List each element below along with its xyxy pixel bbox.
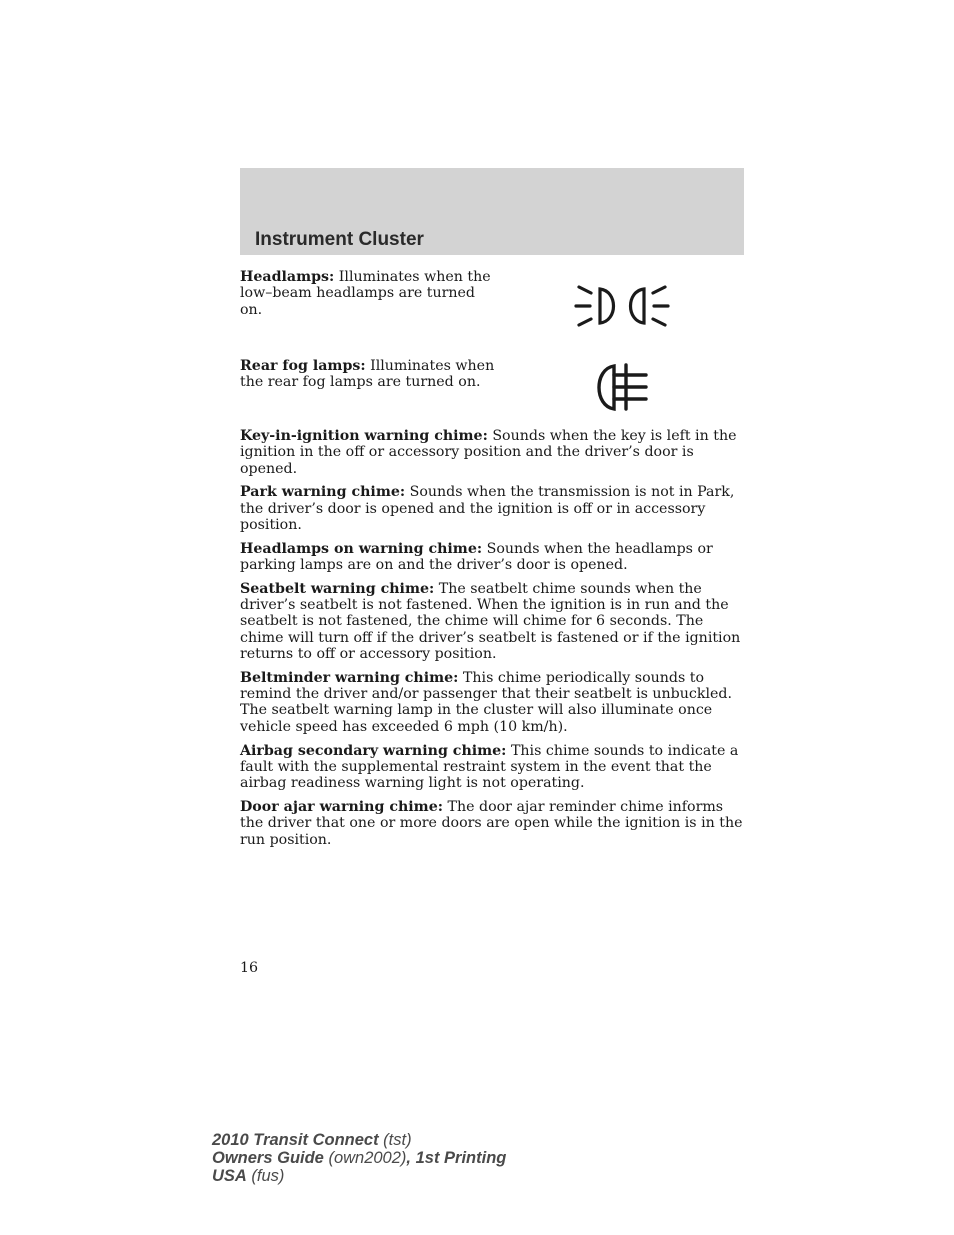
rear-fog-lamps-indicator-description xyxy=(240,358,500,391)
term-label: Park warning chime: xyxy=(240,484,406,501)
term-description: This chime sounds to indicate a fault with the supplemental restraint system in the event that the airbag readiness warning light is not operating. xyxy=(240,742,739,792)
section-header-band xyxy=(240,168,744,255)
footer-line-2 xyxy=(212,1149,506,1167)
section-title: Instrument Cluster xyxy=(255,229,424,250)
document-footer xyxy=(212,1131,506,1185)
footer-model: 2010 Transit Connect xyxy=(212,1131,379,1149)
term-label: Headlamps on warning chime: xyxy=(240,540,483,557)
term-description: Sounds when the headlamps or parking lamps are on and the driver’s door is opened. xyxy=(240,540,713,574)
term-label: Headlamps: xyxy=(240,269,335,285)
term-label: Seatbelt warning chime: xyxy=(240,580,435,597)
paragraph xyxy=(240,358,500,391)
headlamps-indicator-description xyxy=(240,269,500,318)
term-description: The door ajar reminder chime informs the driver that one or more doors are open while the ignition is in the run position. xyxy=(240,798,743,848)
footer-guide: Owners Guide xyxy=(212,1149,324,1167)
footer-guide-code: (own2002) xyxy=(323,1149,407,1167)
chime-list xyxy=(240,428,744,848)
rear-fog-lamp-icon xyxy=(588,361,654,415)
footer-line-1 xyxy=(212,1131,506,1149)
footer-line-3 xyxy=(212,1167,506,1185)
term-label: Key-in-ignition warning chime: xyxy=(240,428,488,444)
list-item xyxy=(240,541,744,574)
list-item xyxy=(240,428,744,477)
list-item xyxy=(240,799,744,848)
term-description: Sounds when the transmission is not in Park, the driver’s door is opened and the ignition is off or in accessory position. xyxy=(240,484,735,533)
term-description: Sounds when the key is left in the ignition in the off or accessory position and the driver’s door is opened. xyxy=(240,428,737,477)
footer-printing: , 1st Printing xyxy=(406,1149,507,1167)
term-description: Illuminates when the low–beam headlamps are turned on. xyxy=(240,269,491,318)
term-label: Door ajar warning chime: xyxy=(240,798,443,815)
list-item xyxy=(240,581,744,662)
page-number: 16 xyxy=(240,960,259,976)
paragraph xyxy=(240,269,500,318)
list-item xyxy=(240,484,744,533)
term-label: Beltminder warning chime: xyxy=(240,669,459,686)
footer-market: USA xyxy=(212,1167,247,1185)
term-label: Airbag secondary warning chime: xyxy=(240,742,507,759)
footer-model-code: (tst) xyxy=(378,1131,412,1149)
term-label: Rear fog lamps: xyxy=(240,358,366,374)
list-item xyxy=(240,743,744,792)
footer-market-code: (fus) xyxy=(246,1167,285,1185)
list-item xyxy=(240,670,744,735)
term-description: Illuminates when the rear fog lamps are turned on. xyxy=(240,358,495,391)
low-beam-headlamp-icon xyxy=(572,279,672,335)
term-description: This chime periodically sounds to remind the driver and/or passenger that their seatbelt is unbuckled. The seatbelt warning lamp in the cluster will also illuminate once vehicle speed has exceeded 6 mph (10 km/h). xyxy=(240,669,732,735)
term-description: The seatbelt chime sounds when the driver’s seatbelt is not fastened. When the ignition is in run and the seatbelt is not fastened, the chime will chime for 6 seconds. The chime will turn off if the driver’s seatbelt is fastened or if the ignition returns to off or accessory position. xyxy=(240,580,741,663)
